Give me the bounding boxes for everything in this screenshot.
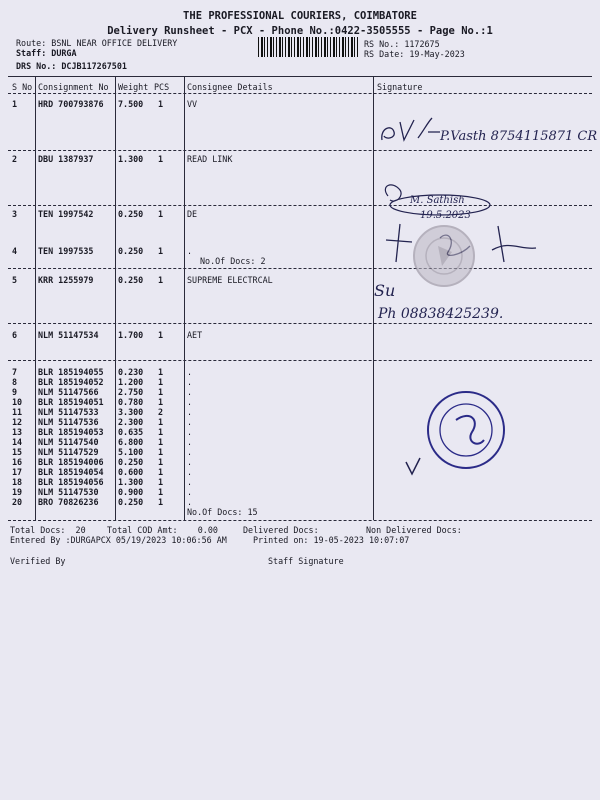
col-sno: S No xyxy=(12,82,33,92)
non-delivered-docs: Non Delivered Docs: xyxy=(366,525,462,535)
row-consignment: NLM 51147533 xyxy=(38,407,99,417)
row-consignment: BLR 185194006 xyxy=(38,457,104,467)
col-consignee: Consignee Details xyxy=(187,82,273,92)
row-pcs: 1 xyxy=(158,275,164,285)
route-label: Route: BSNL NEAR OFFICE DELIVERY xyxy=(16,38,178,48)
row-sno: 16 xyxy=(12,457,23,467)
row-weight: 0.635 xyxy=(118,427,144,437)
row-consignee: SUPREME ELECTRCAL xyxy=(187,275,273,285)
signature-date: 19.5.2023 xyxy=(420,210,471,221)
row-consignee: . xyxy=(187,387,193,397)
row-consignment: BLR 185194052 xyxy=(38,377,104,387)
row-weight: 0.900 xyxy=(118,487,144,497)
row-sno: 20 xyxy=(12,497,23,507)
row-consignee: . xyxy=(187,246,193,256)
row-consignment: NLM 51147540 xyxy=(38,437,99,447)
col-consignment: Consignment No xyxy=(38,82,109,92)
total-cod-amount: Total COD Amt: 0.00 xyxy=(107,525,218,535)
row-weight: 2.300 xyxy=(118,417,144,427)
row-sno: 14 xyxy=(12,437,23,447)
row-sno: 10 xyxy=(12,397,23,407)
row-weight: 0.250 xyxy=(118,457,144,467)
col-weight: Weight xyxy=(118,82,149,92)
row-consignment: BRO 70826236 xyxy=(38,497,99,507)
row-consignment: BLR 185194055 xyxy=(38,367,104,377)
row-pcs: 1 xyxy=(158,367,164,377)
company-name: THE PROFESSIONAL COURIERS, COIMBATORE xyxy=(183,10,417,22)
row-consignment: NLM 51147566 xyxy=(38,387,99,397)
row-sno: 13 xyxy=(12,427,23,437)
row-sno: 6 xyxy=(12,330,18,340)
phone-handwritten: Ph 08838425239. xyxy=(378,306,504,322)
signature-row-1 xyxy=(382,118,598,144)
row-consignee: AET xyxy=(187,330,203,340)
row-pcs: 1 xyxy=(158,477,164,487)
row-consignment: TEN 1997542 xyxy=(38,209,94,219)
row-sno: 18 xyxy=(12,477,23,487)
docs-count-note: No.Of Docs: 15 xyxy=(187,507,258,517)
row-weight: 0.600 xyxy=(118,467,144,477)
row-pcs: 1 xyxy=(158,487,164,497)
row-pcs: 2 xyxy=(158,407,164,417)
row-sno: 5 xyxy=(12,275,18,285)
row-consignee: READ LINK xyxy=(187,154,233,164)
row-weight: 0.250 xyxy=(118,209,144,219)
signature-name: M. Sathish xyxy=(410,195,465,206)
row-consignment: DBU 1387937 xyxy=(38,154,94,164)
row-sno: 17 xyxy=(12,467,23,477)
row-consignment: NLM 51147534 xyxy=(38,330,99,340)
staff-signature: Staff Signature xyxy=(268,556,344,566)
row-weight: 0.230 xyxy=(118,367,144,377)
row-sno: 4 xyxy=(12,246,18,256)
row-consignee: . xyxy=(187,407,193,417)
row-pcs: 1 xyxy=(158,417,164,427)
row-consignee: . xyxy=(187,427,193,437)
row-sno: 12 xyxy=(12,417,23,427)
rs-date: RS Date: 19-May-2023 xyxy=(364,49,465,59)
row-consignment: BLR 185194054 xyxy=(38,467,104,477)
row-consignee: . xyxy=(187,367,193,377)
row-consignee: VV xyxy=(187,99,198,109)
row-consignee: . xyxy=(187,467,193,477)
row-weight: 1.200 xyxy=(118,377,144,387)
printed-on: Printed on: 19-05-2023 10:07:07 xyxy=(253,535,410,545)
entered-by: Entered By :DURGAPCX 05/19/2023 10:06:56 AM xyxy=(10,535,227,545)
row-weight: 6.800 xyxy=(118,437,144,447)
row-pcs: 1 xyxy=(158,99,164,109)
company-stamp xyxy=(414,226,474,286)
runsheet-title: Delivery Runsheet - PCX - Phone No.:0422-3505555 - Page No.:1 xyxy=(107,25,493,37)
rs-number: RS No.: 1172675 xyxy=(364,39,440,49)
row-sno: 3 xyxy=(12,209,18,219)
row-pcs: 1 xyxy=(158,154,164,164)
row-pcs: 1 xyxy=(158,447,164,457)
row-consignment: HRD 700793876 xyxy=(38,99,104,109)
row-pcs: 1 xyxy=(158,387,164,397)
row-sno: 15 xyxy=(12,447,23,457)
signature-row-5 xyxy=(374,281,503,322)
row-sno: 8 xyxy=(12,377,18,387)
row-consignment: NLM 51147536 xyxy=(38,417,99,427)
row-weight: 1.700 xyxy=(118,330,144,340)
signature-row-3 xyxy=(385,185,490,221)
row-consignee: . xyxy=(187,477,193,487)
docs-count-note: No.Of Docs: 2 xyxy=(200,256,266,266)
row-pcs: 1 xyxy=(158,377,164,387)
row-consignee: . xyxy=(187,437,193,447)
row-pcs: 1 xyxy=(158,246,164,256)
row-weight: 3.300 xyxy=(118,407,144,417)
row-pcs: 1 xyxy=(158,397,164,407)
col-pcs: PCS xyxy=(154,82,170,92)
row-consignee: . xyxy=(187,457,193,467)
staff-label: Staff: DURGA xyxy=(16,48,77,58)
total-docs: Total Docs: 20 xyxy=(10,525,86,535)
row-weight: 7.500 xyxy=(118,99,144,109)
drs-number: DRS No.: DCJB117267501 xyxy=(16,61,127,71)
row-consignee: . xyxy=(187,377,193,387)
row-consignment: BLR 185194056 xyxy=(38,477,104,487)
row-consignment: NLM 51147530 xyxy=(38,487,99,497)
row-weight: 5.100 xyxy=(118,447,144,457)
row-sno: 19 xyxy=(12,487,23,497)
row-pcs: 1 xyxy=(158,497,164,507)
verified-by: Verified By xyxy=(10,556,66,566)
row-sno: 2 xyxy=(12,154,18,164)
row-pcs: 1 xyxy=(158,330,164,340)
row-consignment: BLR 185194051 xyxy=(38,397,104,407)
row-pcs: 1 xyxy=(158,457,164,467)
row-weight: 0.250 xyxy=(118,246,144,256)
engineering-stamp xyxy=(406,392,504,474)
row-sno: 7 xyxy=(12,367,18,377)
row-weight: 0.780 xyxy=(118,397,144,407)
row-consignment: NLM 51147529 xyxy=(38,447,99,457)
row-consignee: . xyxy=(187,447,193,457)
row-weight: 1.300 xyxy=(118,477,144,487)
row-pcs: 1 xyxy=(158,437,164,447)
row-pcs: 1 xyxy=(158,209,164,219)
row-consignment: KRR 1255979 xyxy=(38,275,94,285)
row-pcs: 1 xyxy=(158,427,164,437)
row-pcs: 1 xyxy=(158,467,164,477)
row-weight: 2.750 xyxy=(118,387,144,397)
row-consignee: DE xyxy=(187,209,198,219)
row-consignment: BLR 185194053 xyxy=(38,427,104,437)
row-weight: 0.250 xyxy=(118,497,144,507)
row-consignee: . xyxy=(187,417,193,427)
row-sno: 11 xyxy=(12,407,23,417)
signature-text: Su xyxy=(374,281,396,300)
col-signature: Signature xyxy=(377,82,423,92)
row-sno: 9 xyxy=(12,387,18,397)
row-consignee: . xyxy=(187,397,193,407)
row-sno: 1 xyxy=(12,99,18,109)
row-consignee: . xyxy=(187,487,193,497)
delivered-docs: Delivered Docs: xyxy=(243,525,319,535)
row-consignment: TEN 1997535 xyxy=(38,246,94,256)
row-weight: 0.250 xyxy=(118,275,144,285)
signature-text: P.Vasth 8754115871 CR xyxy=(440,129,598,144)
row-consignee: . xyxy=(187,497,193,507)
row-weight: 1.300 xyxy=(118,154,144,164)
